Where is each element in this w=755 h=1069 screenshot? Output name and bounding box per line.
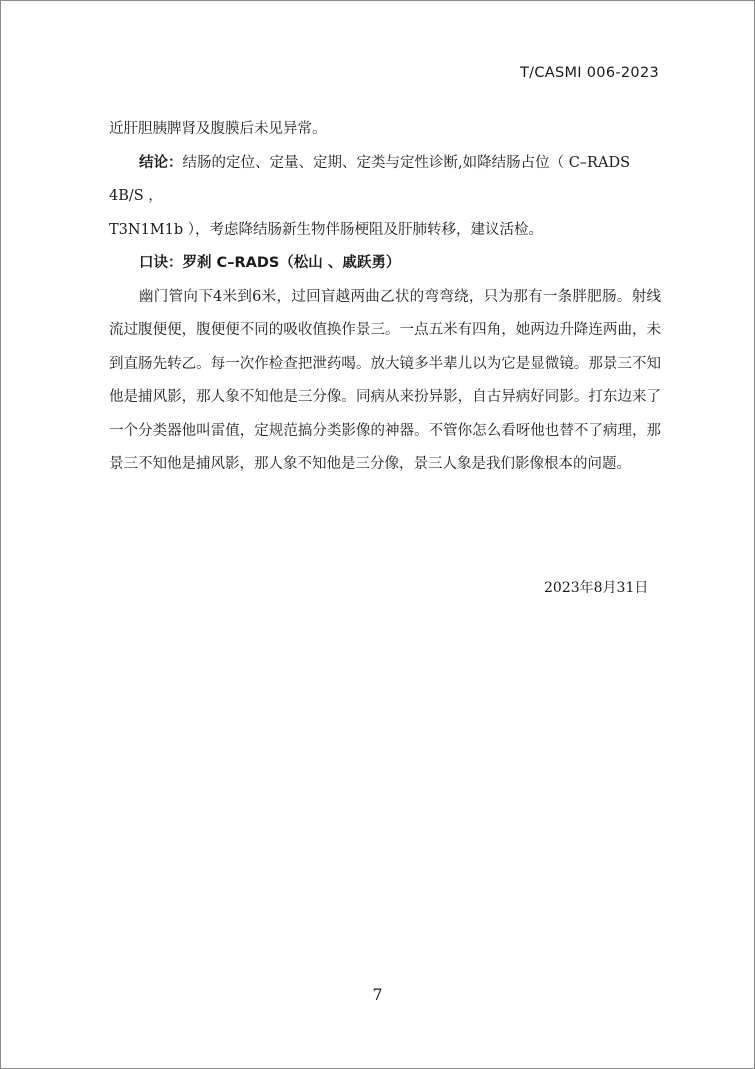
mnemonic-poem: 幽门管向下4米到6米，过回盲越两曲乙状的弯弯绕，只为那有一条胖肥肠。射线流过腹便便，腹便便不同的吸收值换作景三。一点五米有四角，她两边升降连两曲，未到直肠先转乙。每一次作检查把泄药喝。放大镜多半辈儿以为它是显微镜。那景三不知他是捕风影，那人象不知他是三分像。同病从来扮异影，自古异病好同影。打东边来了一个分类器他叫雷值，定规范搞分类影像的神器。不管你怎么看呀他也替不了病理，那景三不知他是捕风影，那人象不知他是三分像，景三人象是我们影像根本的问题。 [109,288,661,472]
conclusion-paragraph-continued [109,214,661,248]
conclusion-line-1: 结肠的定位、定量、定期、定类与定性诊断,如降结肠占位（ C–RADS 4B/S ， [109,154,631,204]
standard-code-header: T/CASMI 006-2023 [520,65,659,81]
document-date: 2023年8月31日 [544,580,649,596]
conclusion-paragraph [109,147,661,214]
conclusion-label: 结论： [139,154,183,171]
page-number: 7 [372,985,383,1004]
conclusion-line-2: T3N1M1b ），考虑降结肠新生物伴肠梗阻及肝肺转移，建议活检。 [109,221,544,238]
mnemonic-title: 罗刹 C–RADS（松山 、戚跃勇） [182,255,401,271]
mnemonic-heading [109,247,661,281]
mnemonic-label: 口诀： [139,255,183,271]
body-text [109,113,661,482]
continuation-paragraph: 近肝胆胰脾肾及腹膜后未见异常。 [109,121,327,137]
